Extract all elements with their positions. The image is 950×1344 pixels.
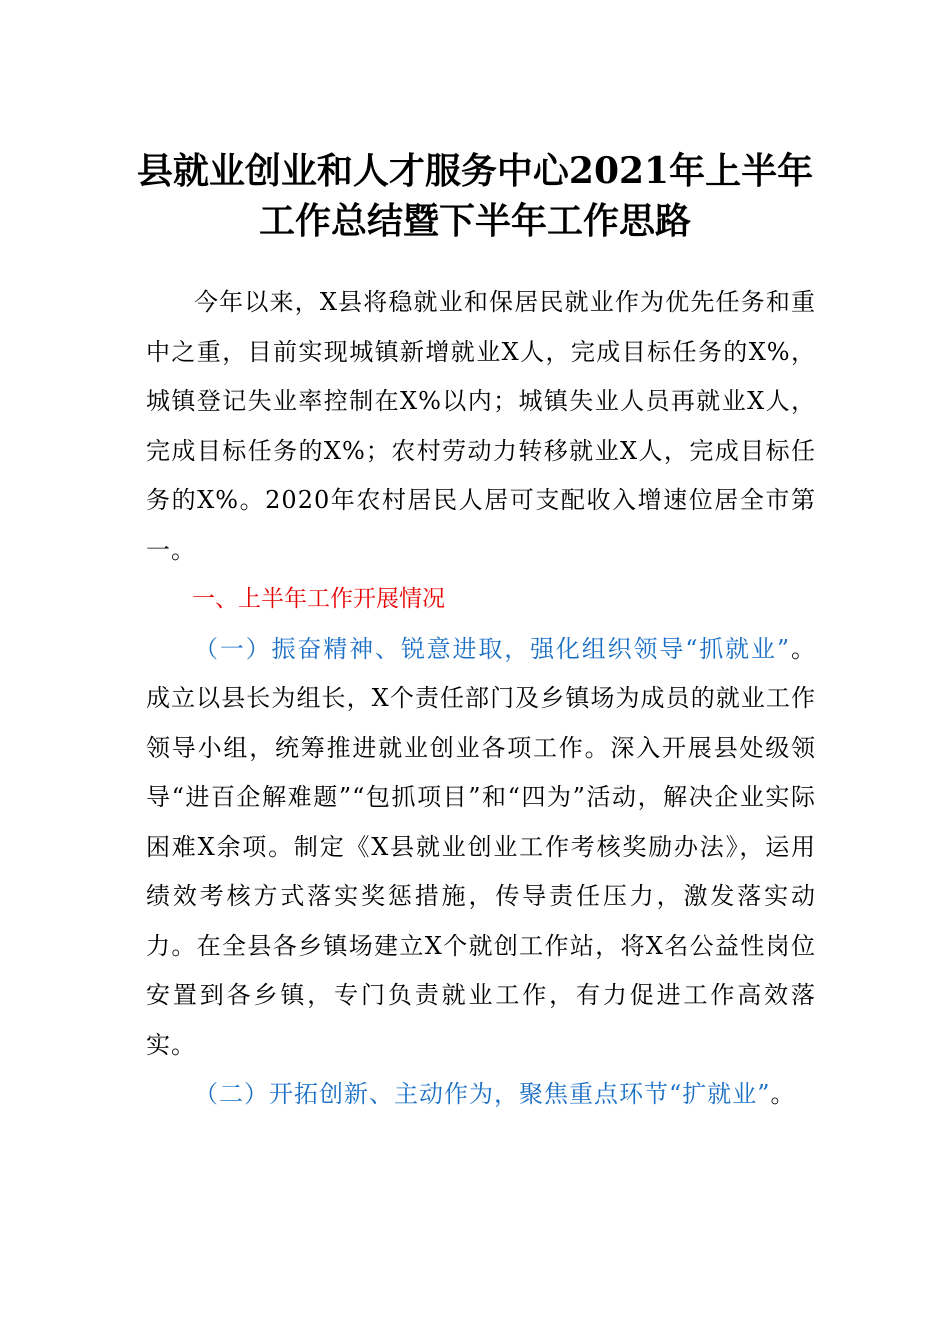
- subsection-heading-1: （一）振奋精神、锐意进取，强化组织领导“抓就业”: [194, 634, 791, 663]
- subsection-2-body: 。: [770, 1080, 796, 1108]
- document-body: [146, 278, 816, 1120]
- subsection-1-body: 。成立以县长为组长，X个责任部门及乡镇场为成员的就业工作领导小组，统筹推进就业创业各项工作。深入开展县处级领导“进百企解难题”“包抓项目”和“四为”活动，解决企业实际困难X余项。制定《X县就业创业工作考核奖励办法》，运用绩效考核方式落实奖惩措施，传导责任压力，激发落实动力。在全县各乡镇场建立X个就创工作站，将X名公益性岗位安置到各乡镇，专门负责就业工作，有力促进工作高效落实。: [146, 634, 816, 1059]
- document-title-line2: 工作总结暨下半年工作思路: [258, 200, 691, 242]
- intro-paragraph: 今年以来，X县将稳就业和保居民就业作为优先任务和重中之重，目前实现城镇新增就业X人，完成目标任务的X%，城镇登记失业率控制在X%以内；城镇失业人员再就业X人，完成目标任务的X%；农村劳动力转移就业X人，完成目标任务的X%。2020年农村居民人居可支配收入增速位居全市第一。: [146, 288, 816, 564]
- subsection-1-paragraph: [146, 625, 816, 1071]
- subsection-2-paragraph: [146, 1070, 816, 1120]
- section-heading-1: 一、上半年工作开展情况: [192, 586, 445, 612]
- subsection-heading-2: （二）开拓创新、主动作为，聚焦重点环节“扩就业”: [194, 1080, 771, 1108]
- document-title-line1: 县就业创业和人才服务中心2021年上半年: [136, 150, 814, 192]
